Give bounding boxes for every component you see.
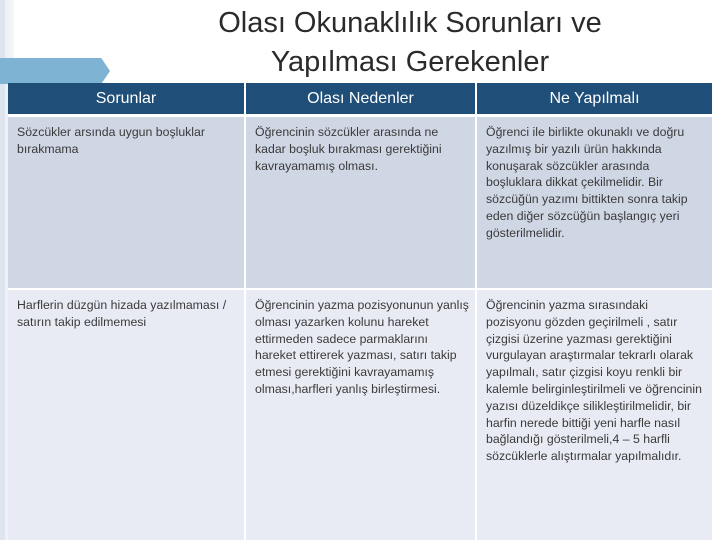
table-row	[8, 289, 712, 540]
header-ne-yapilmali: Ne Yapılmalı	[476, 83, 712, 116]
problems-table-container	[8, 83, 712, 540]
table-header-row	[8, 83, 712, 116]
table-row	[8, 116, 712, 290]
problems-table	[8, 83, 712, 540]
title-line-1: Olası Okunaklılık Sorunları ve	[218, 7, 602, 39]
table-cell-problem: Sözcükler arsında uygun boşluklar bırakmama	[8, 116, 245, 290]
table-cell-cause: Öğrencinin sözcükler arasında ne kadar boşluk bırakması gerektiğini kavrayamamış olması.	[245, 116, 476, 290]
table-cell-solution: Öğrencinin yazma sırasındaki pozisyonu gözden geçirilmeli , satır çizgisi üzerine yazması gerektiğini vurgulayan araştırmalar tekrarlı olarak yapılmalı, satır çizgisi koyu renkli bir kalemle belirginleştirilmeli ve öğrencinin yazısı düzeldikçe silikleştirilmelidir, bir harfin nerede bittiği yeni harfle nasıl bağlandığı gösterilmeli,4 – 5 harfli sözcüklerle alıştırmalar yapılmalıdır.	[476, 289, 712, 540]
title-line-2: Yapılması Gerekenler	[270, 46, 550, 78]
header-olasi-nedenler: Olası Nedenler	[245, 83, 476, 116]
slide-title	[110, 4, 710, 82]
header-sorunlar: Sorunlar	[8, 83, 245, 116]
table-cell-problem: Harflerin düzgün hizada yazılmaması / satırın takip edilmemesi	[8, 289, 245, 540]
table-cell-solution: Öğrenci ile birlikte okunaklı ve doğru yazılmış bir yazılı ürün hakkında konuşarak sözcükler arasında boşluklara dikkat çekilmelidir. Bir sözcüğün yazımı bittikten sonra takip eden diğer sözcüğün başlangıç yeri gösterilmelidir.	[476, 116, 712, 290]
table-cell-cause: Öğrencinin yazma pozisyonunun yanlış olması yazarken kolunu hareket ettirmeden sadece parmaklarını hareket ettirerek yazması, satırı takip etmesi gerektiğini kavrayamamış olması,harfleri yanlış birleştirmesi.	[245, 289, 476, 540]
decorative-arrow-shape	[0, 58, 110, 84]
